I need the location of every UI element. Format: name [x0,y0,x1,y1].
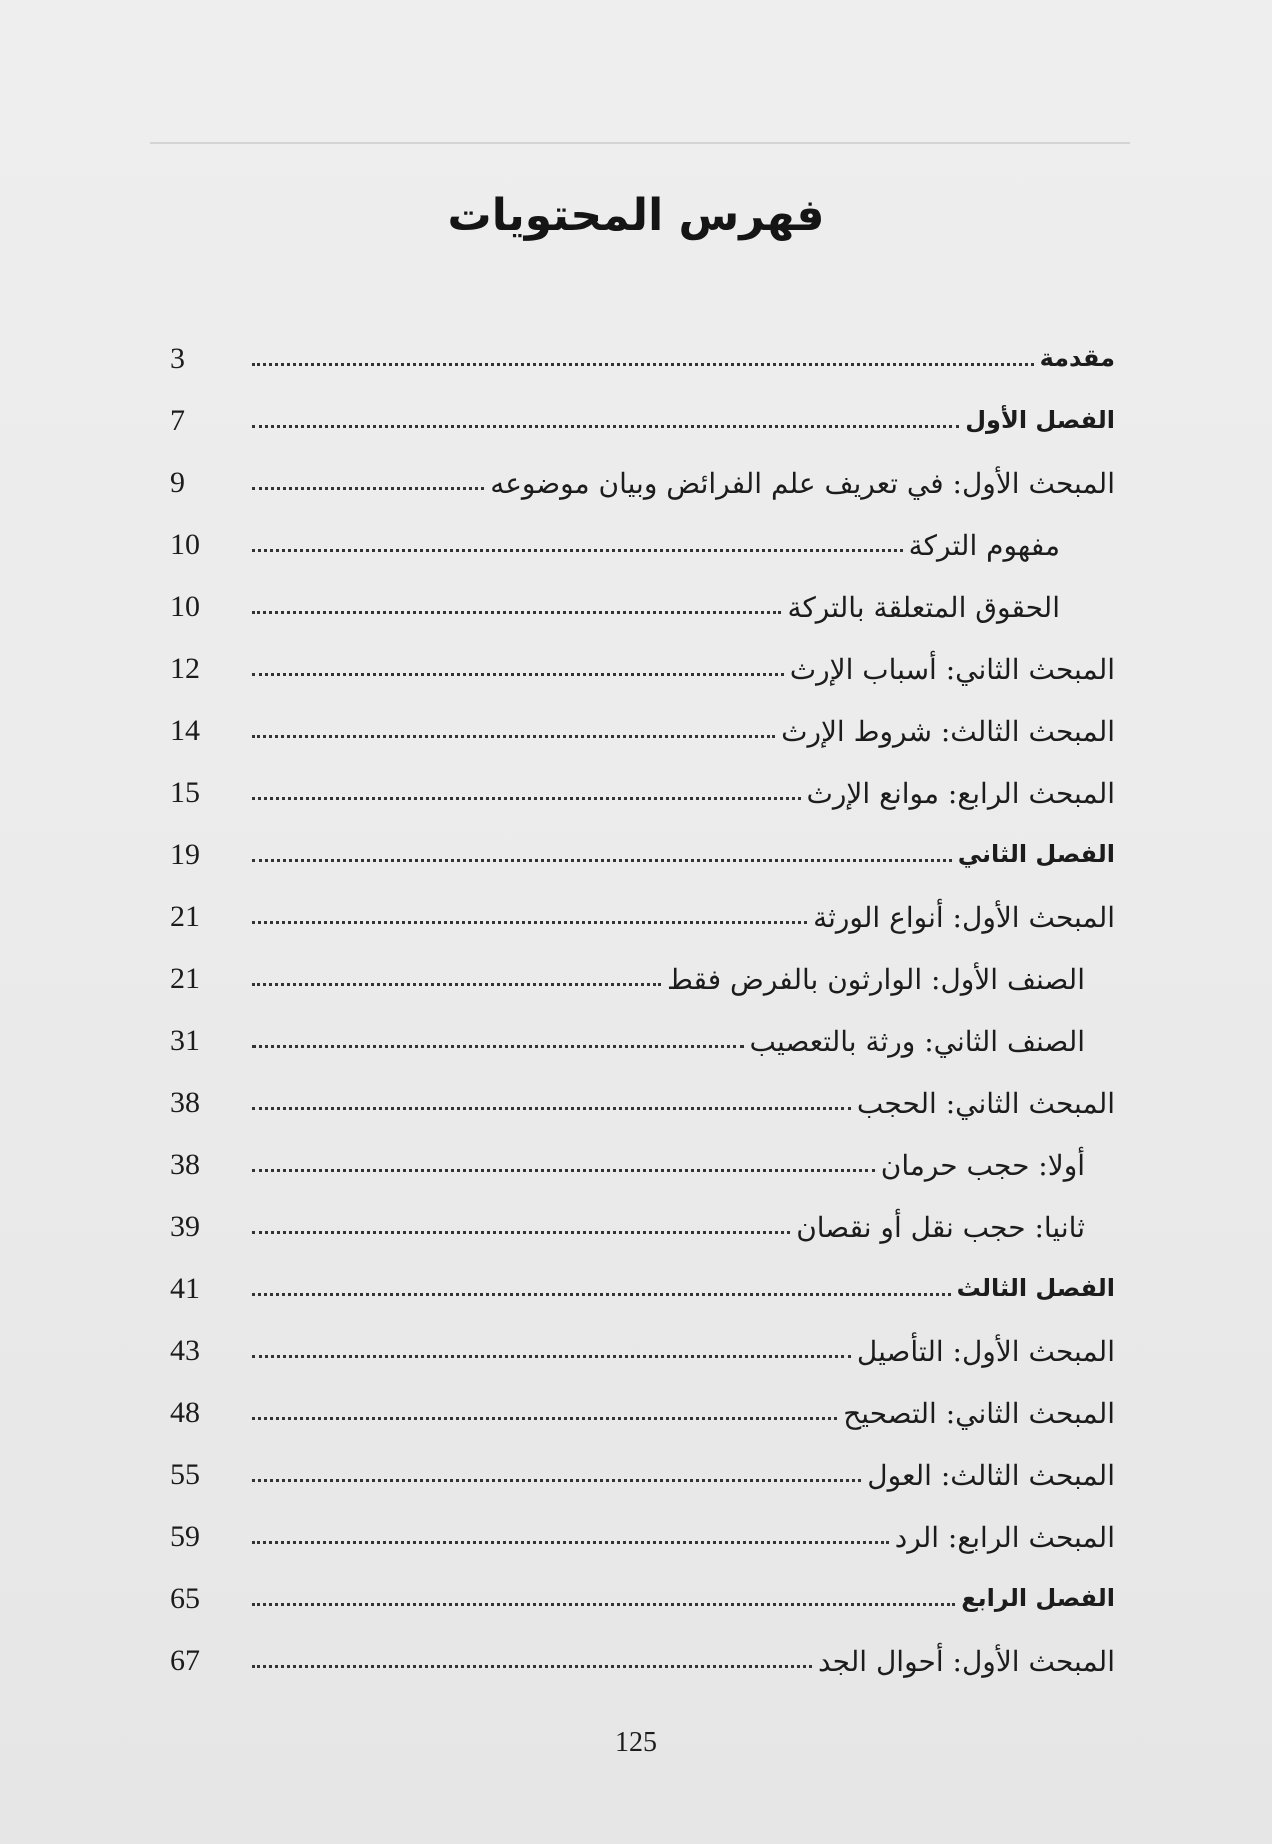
toc-entry [170,1374,1115,1436]
dot-leader [252,1479,861,1482]
toc-entry [170,816,1115,878]
toc-entry-page: 9 [170,466,185,499]
toc-entry [170,692,1115,754]
dot-leader [252,549,903,552]
toc-entry-page: 43 [170,1334,200,1367]
toc-entry-label: مفهوم التركة [908,529,1060,562]
toc-entry-label: الفصل الثاني [957,840,1115,868]
toc-entry-label: المبحث الثاني: أسباب الإرث [789,653,1115,686]
dot-leader [252,983,661,986]
dot-leader [252,1417,837,1420]
dot-leader [252,1355,851,1358]
toc-entry-label: الفصل الأول [965,406,1115,434]
toc-entry-page: 19 [170,838,200,871]
dot-leader [252,487,484,490]
toc-entry [170,1560,1115,1622]
toc-entry [170,1126,1115,1188]
toc-entry-label: المبحث الأول: في تعريف علم الفرائض وبيان موضوعه [490,467,1115,500]
dot-leader [252,1541,889,1544]
dot-leader [252,1665,812,1668]
toc-entry-label: المبحث الثاني: التصحيح [843,1397,1115,1430]
dot-leader [252,797,801,800]
toc-entry-label: مقدمة [1039,344,1115,372]
toc-entry [170,1188,1115,1250]
toc-entry-page: 10 [170,528,200,561]
toc-entry [170,1498,1115,1560]
dot-leader [252,1169,875,1172]
toc-entry [170,1002,1115,1064]
toc-entry-page: 21 [170,962,200,995]
toc-entry-page: 67 [170,1644,200,1677]
toc-entry-label: المبحث الثالث: شروط الإرث [781,715,1115,748]
toc-entry-label: الحقوق المتعلقة بالتركة [787,591,1060,624]
toc-entry [170,1064,1115,1126]
toc-entry [170,568,1115,630]
toc-entry [170,1250,1115,1312]
show-through-rule [150,142,1130,144]
toc-entry-page: 38 [170,1086,200,1119]
toc-entry-page: 65 [170,1582,200,1615]
toc-entry-page: 12 [170,652,200,685]
dot-leader [252,673,784,676]
toc-entry-label: ثانيا: حجب نقل أو نقصان [796,1211,1085,1244]
toc-entry-page: 55 [170,1458,200,1491]
dot-leader [252,1045,744,1048]
dot-leader [252,363,1034,366]
toc-entry-label: المبحث الثاني: الحجب [856,1087,1115,1120]
toc-entry-page: 31 [170,1024,200,1057]
toc-entry-label: المبحث الأول: أحوال الجد [817,1645,1115,1678]
toc-entry-label: الفصل الرابع [961,1584,1115,1612]
toc-entry-page: 41 [170,1272,200,1305]
toc-entry [170,1436,1115,1498]
toc-entry-label: الصنف الأول: الوارثون بالفرض فقط [666,963,1085,996]
toc-entry-page: 38 [170,1148,200,1181]
toc-entry [170,444,1115,506]
dot-leader [252,1293,951,1296]
toc-entry-label: المبحث الرابع: الرد [894,1521,1115,1554]
toc-entry-page: 3 [170,342,185,375]
table-of-contents [170,320,1115,1684]
toc-entry [170,1622,1115,1684]
toc-entry-page: 39 [170,1210,200,1243]
dot-leader [252,1231,790,1234]
toc-entry-label: المبحث الرابع: موانع الإرث [806,777,1115,810]
toc-entry-label: المبحث الثالث: العول [867,1459,1115,1492]
toc-entry-page: 7 [170,404,185,437]
dot-leader [252,1107,851,1110]
toc-entry-page: 14 [170,714,200,747]
toc-entry-label: الصنف الثاني: ورثة بالتعصيب [749,1025,1085,1058]
toc-entry-page: 21 [170,900,200,933]
toc-entry-page: 48 [170,1396,200,1429]
dot-leader [252,921,807,924]
toc-entry-page: 10 [170,590,200,623]
dot-leader [252,425,959,428]
toc-entry [170,878,1115,940]
dot-leader [252,611,781,614]
toc-entry [170,320,1115,382]
toc-entry-label: المبحث الأول: التأصيل [856,1335,1115,1368]
toc-entry-page: 59 [170,1520,200,1553]
toc-entry [170,506,1115,568]
toc-entry [170,1312,1115,1374]
toc-entry [170,754,1115,816]
dot-leader [252,1603,955,1606]
toc-entry-page: 15 [170,776,200,809]
toc-entry-label: المبحث الأول: أنواع الورثة [813,901,1115,934]
toc-entry-label: الفصل الثالث [956,1274,1115,1302]
dot-leader [252,735,775,738]
toc-entry [170,382,1115,444]
dot-leader [252,859,952,862]
page-number: 125 [615,1727,657,1758]
page-title: فهرس المحتويات [447,190,825,241]
toc-entry [170,630,1115,692]
toc-entry-label: أولا: حجب حرمان [880,1149,1085,1182]
toc-entry [170,940,1115,1002]
